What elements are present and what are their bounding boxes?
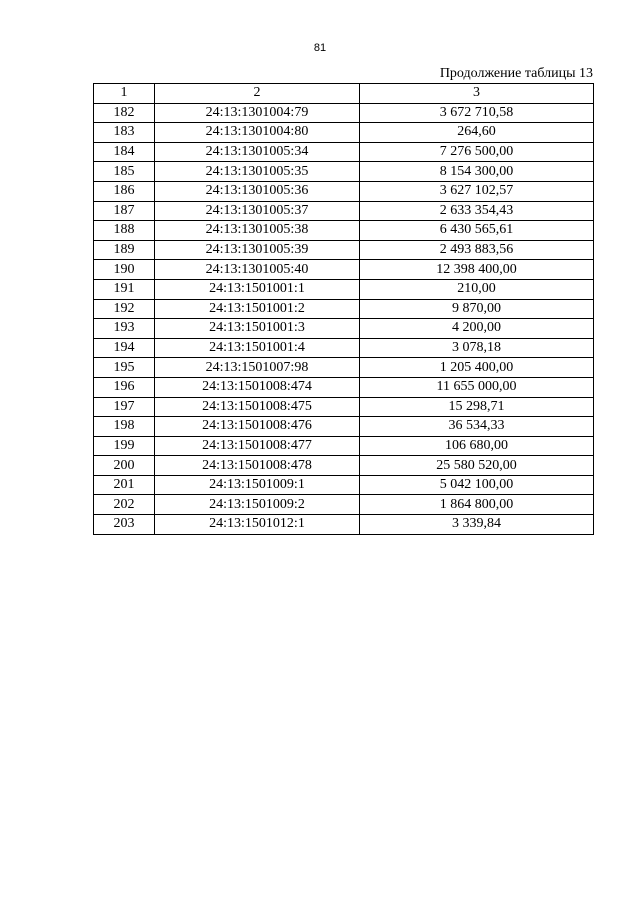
value-cell: 7 276 500,00 bbox=[360, 142, 594, 162]
table-row bbox=[94, 279, 594, 299]
value-cell: 15 298,71 bbox=[360, 397, 594, 417]
table-caption: Продолжение таблицы 13 bbox=[439, 66, 593, 81]
value-cell: 106 680,00 bbox=[360, 436, 594, 456]
table-row bbox=[94, 142, 594, 162]
value-cell: 36 534,33 bbox=[360, 417, 594, 437]
table-row bbox=[94, 201, 594, 221]
row-number-cell: 203 bbox=[94, 515, 155, 535]
value-cell: 9 870,00 bbox=[360, 299, 594, 319]
value-cell: 5 042 100,00 bbox=[360, 475, 594, 495]
row-number-cell: 197 bbox=[94, 397, 155, 417]
table-row bbox=[94, 515, 594, 535]
cadastral-number-cell: 24:13:1501001:3 bbox=[155, 319, 360, 339]
column-header: 3 bbox=[360, 84, 594, 104]
cadastral-number-cell: 24:13:1501012:1 bbox=[155, 515, 360, 535]
table-row bbox=[94, 358, 594, 378]
table-body bbox=[94, 103, 594, 534]
value-cell: 11 655 000,00 bbox=[360, 377, 594, 397]
value-cell: 1 864 800,00 bbox=[360, 495, 594, 515]
row-number-cell: 185 bbox=[94, 162, 155, 182]
value-cell: 3 339,84 bbox=[360, 515, 594, 535]
table-row bbox=[94, 377, 594, 397]
table-row bbox=[94, 123, 594, 143]
row-number-cell: 184 bbox=[94, 142, 155, 162]
value-cell: 3 627 102,57 bbox=[360, 181, 594, 201]
cadastral-number-cell: 24:13:1301005:37 bbox=[155, 201, 360, 221]
row-number-cell: 202 bbox=[94, 495, 155, 515]
cadastral-number-cell: 24:13:1501001:4 bbox=[155, 338, 360, 358]
row-number-cell: 188 bbox=[94, 221, 155, 241]
row-number-cell: 200 bbox=[94, 456, 155, 476]
table-row bbox=[94, 319, 594, 339]
value-cell: 264,60 bbox=[360, 123, 594, 143]
value-cell: 3 672 710,58 bbox=[360, 103, 594, 123]
row-number-cell: 191 bbox=[94, 279, 155, 299]
row-number-cell: 183 bbox=[94, 123, 155, 143]
row-number-cell: 199 bbox=[94, 436, 155, 456]
table-row bbox=[94, 260, 594, 280]
row-number-cell: 187 bbox=[94, 201, 155, 221]
cadastral-number-cell: 24:13:1501007:98 bbox=[155, 358, 360, 378]
value-cell: 3 078,18 bbox=[360, 338, 594, 358]
table-row bbox=[94, 103, 594, 123]
value-cell: 4 200,00 bbox=[360, 319, 594, 339]
value-cell: 12 398 400,00 bbox=[360, 260, 594, 280]
value-cell: 2 493 883,56 bbox=[360, 240, 594, 260]
table-header-row bbox=[94, 84, 594, 104]
cadastral-number-cell: 24:13:1501001:2 bbox=[155, 299, 360, 319]
value-cell: 210,00 bbox=[360, 279, 594, 299]
table-row bbox=[94, 495, 594, 515]
row-number-cell: 190 bbox=[94, 260, 155, 280]
value-cell: 25 580 520,00 bbox=[360, 456, 594, 476]
row-number-cell: 182 bbox=[94, 103, 155, 123]
cadastral-number-cell: 24:13:1301005:35 bbox=[155, 162, 360, 182]
cadastral-number-cell: 24:13:1301005:40 bbox=[155, 260, 360, 280]
row-number-cell: 193 bbox=[94, 319, 155, 339]
table-row bbox=[94, 475, 594, 495]
table-row bbox=[94, 162, 594, 182]
value-cell: 6 430 565,61 bbox=[360, 221, 594, 241]
row-number-cell: 192 bbox=[94, 299, 155, 319]
cadastral-number-cell: 24:13:1301005:39 bbox=[155, 240, 360, 260]
column-header: 1 bbox=[94, 84, 155, 104]
row-number-cell: 196 bbox=[94, 377, 155, 397]
row-number-cell: 189 bbox=[94, 240, 155, 260]
table-row bbox=[94, 338, 594, 358]
table-row bbox=[94, 181, 594, 201]
cadastral-number-cell: 24:13:1501001:1 bbox=[155, 279, 360, 299]
data-table bbox=[93, 83, 594, 535]
value-cell: 2 633 354,43 bbox=[360, 201, 594, 221]
row-number-cell: 195 bbox=[94, 358, 155, 378]
column-header: 2 bbox=[155, 84, 360, 104]
cadastral-number-cell: 24:13:1501008:477 bbox=[155, 436, 360, 456]
table-row bbox=[94, 397, 594, 417]
row-number-cell: 194 bbox=[94, 338, 155, 358]
table-row bbox=[94, 456, 594, 476]
row-number-cell: 201 bbox=[94, 475, 155, 495]
cadastral-number-cell: 24:13:1301004:80 bbox=[155, 123, 360, 143]
cadastral-number-cell: 24:13:1501009:1 bbox=[155, 475, 360, 495]
cadastral-number-cell: 24:13:1301005:36 bbox=[155, 181, 360, 201]
value-cell: 8 154 300,00 bbox=[360, 162, 594, 182]
cadastral-number-cell: 24:13:1501009:2 bbox=[155, 495, 360, 515]
table-row bbox=[94, 221, 594, 241]
row-number-cell: 186 bbox=[94, 181, 155, 201]
row-number-cell: 198 bbox=[94, 417, 155, 437]
table-row bbox=[94, 240, 594, 260]
page-number: 81 bbox=[313, 42, 327, 54]
cadastral-number-cell: 24:13:1501008:478 bbox=[155, 456, 360, 476]
table-row bbox=[94, 417, 594, 437]
table-row bbox=[94, 436, 594, 456]
value-cell: 1 205 400,00 bbox=[360, 358, 594, 378]
cadastral-number-cell: 24:13:1301004:79 bbox=[155, 103, 360, 123]
table-row bbox=[94, 299, 594, 319]
cadastral-number-cell: 24:13:1301005:38 bbox=[155, 221, 360, 241]
cadastral-number-cell: 24:13:1501008:474 bbox=[155, 377, 360, 397]
cadastral-number-cell: 24:13:1501008:476 bbox=[155, 417, 360, 437]
cadastral-number-cell: 24:13:1501008:475 bbox=[155, 397, 360, 417]
cadastral-number-cell: 24:13:1301005:34 bbox=[155, 142, 360, 162]
